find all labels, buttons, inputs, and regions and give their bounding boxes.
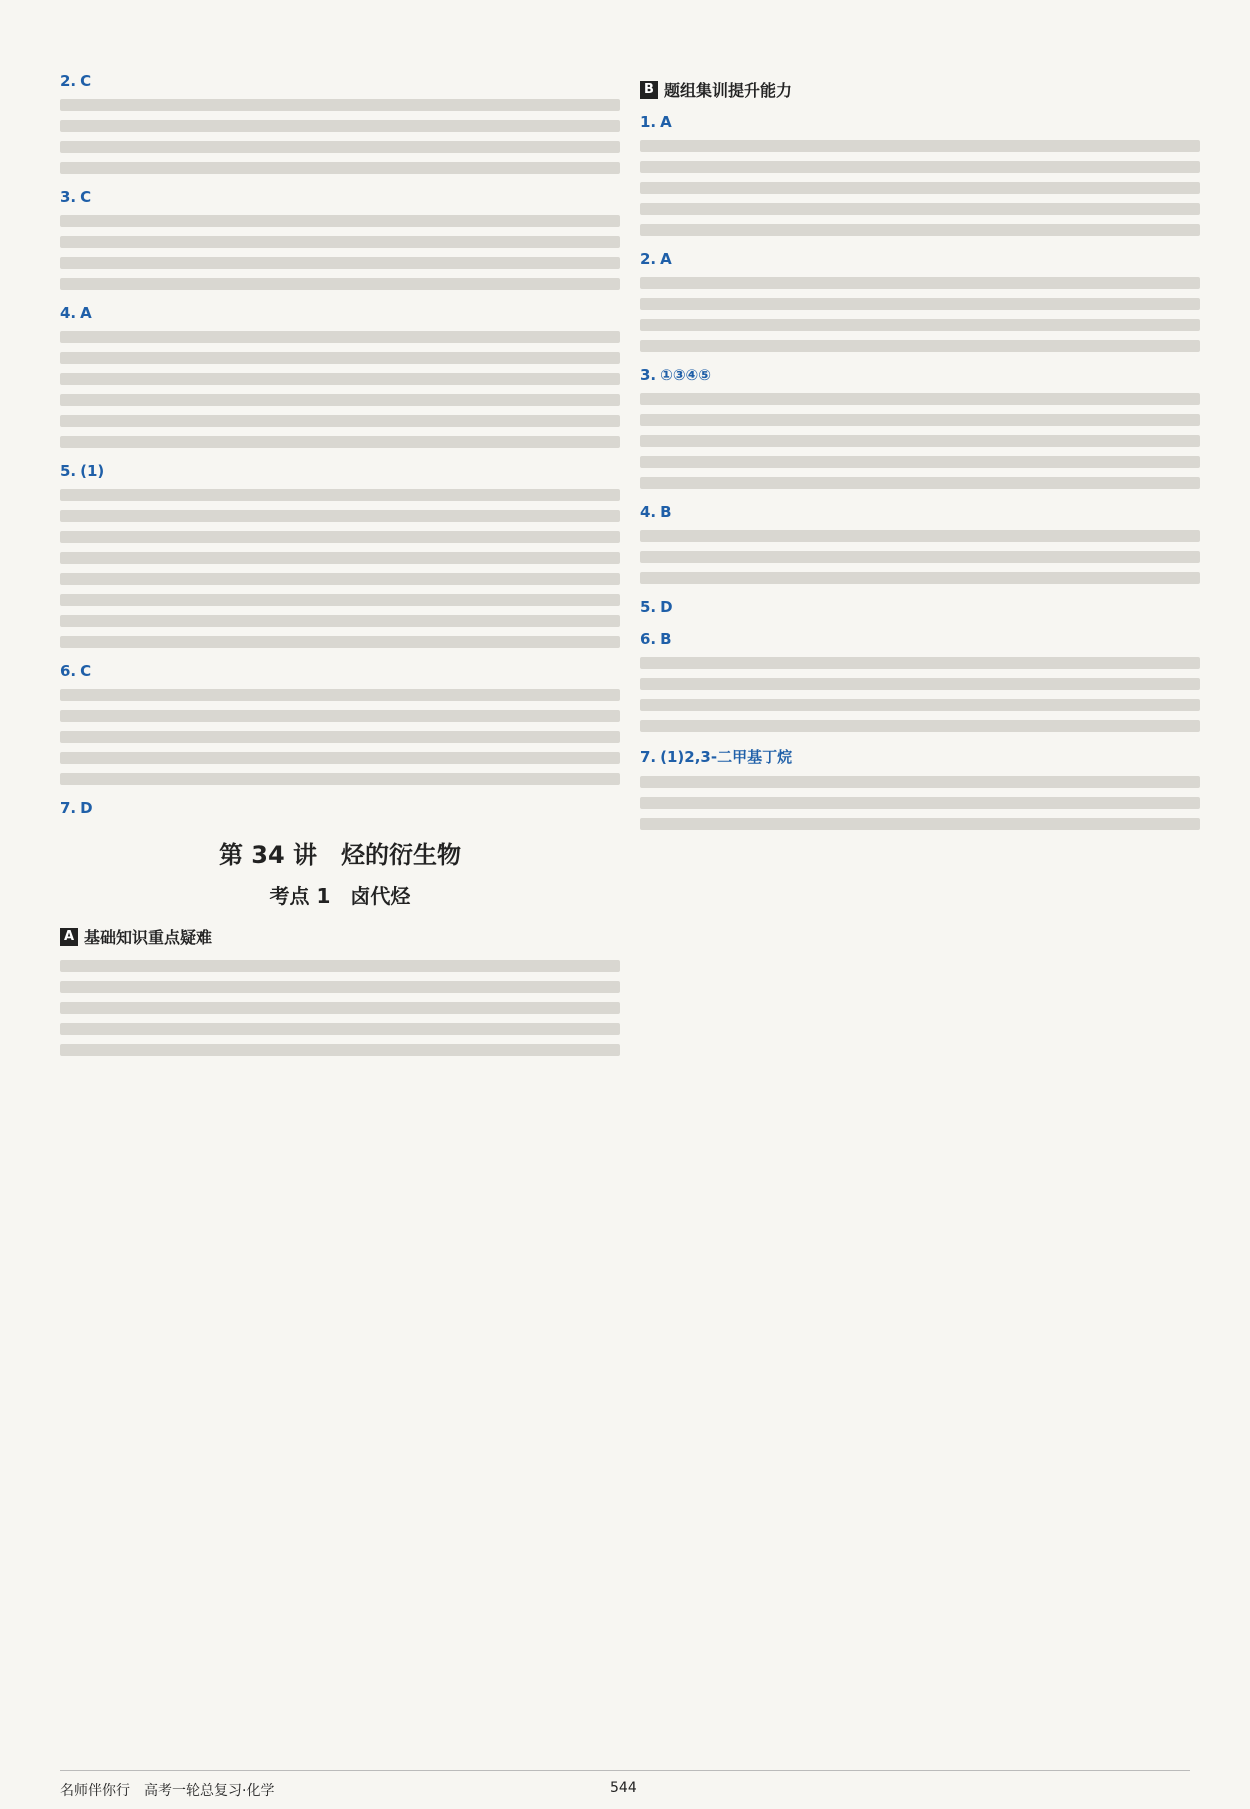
question-number: 3. (640, 366, 657, 384)
question-number: 5. (60, 462, 77, 480)
answer-key: (1)2,3-二甲基丁烷 (660, 748, 793, 766)
right-column (640, 72, 1200, 844)
question-7 (60, 799, 620, 817)
right-question-6 (640, 630, 1200, 732)
question-number: 6. (640, 630, 657, 648)
question-number: 7. (640, 748, 657, 766)
answer-key: C (80, 662, 92, 680)
question-number: 1. (640, 113, 657, 131)
right-question-4 (640, 503, 1200, 584)
question-number: 5. (640, 598, 657, 616)
answer-key: C (80, 72, 92, 90)
question-5 (60, 462, 620, 648)
page-number: 544 (610, 1780, 637, 1796)
footer-rule (60, 1770, 1190, 1771)
question-number: 2. (60, 72, 77, 90)
right-question-2 (640, 250, 1200, 352)
chapter-title: 第 34 讲 烃的衍生物 (218, 841, 462, 869)
right-question-3 (640, 366, 1200, 489)
question-number: 2. (640, 250, 657, 268)
question-2 (60, 72, 620, 174)
question-number: 4. (640, 503, 657, 521)
answer-key: B (660, 630, 672, 648)
section-heading (640, 78, 1200, 101)
answer-key: B (660, 503, 672, 521)
answer-key: (1) (80, 462, 105, 480)
right-question-1 (640, 113, 1200, 236)
question-number: 3. (60, 188, 77, 206)
answer-key: D (660, 598, 673, 616)
question-number: 4. (60, 304, 77, 322)
right-question-5 (640, 598, 1200, 616)
right-question-7 (640, 746, 1200, 830)
answer-key: A (80, 304, 92, 322)
footer-book-title: 名师伴你行 高考一轮总复习·化学 (60, 1783, 275, 1799)
section-title: 基础知识重点疑难 (84, 928, 213, 947)
section-title: 题组集训提升能力 (664, 81, 793, 100)
question-number: 7. (60, 799, 77, 817)
topic-title: 考点 1 卤代烃 (269, 884, 411, 908)
question-number: 6. (60, 662, 77, 680)
answer-key: A (660, 250, 672, 268)
question-3 (60, 188, 620, 290)
section-badge: B (640, 81, 658, 99)
section-badge: A (60, 928, 78, 946)
section-heading (60, 925, 620, 948)
question-6 (60, 662, 620, 785)
answer-key: C (80, 188, 92, 206)
answer-key: ①③④⑤ (660, 366, 711, 384)
question-4 (60, 304, 620, 448)
left-column (60, 72, 620, 1065)
answer-key: D (80, 799, 93, 817)
answer-key: A (660, 113, 672, 131)
